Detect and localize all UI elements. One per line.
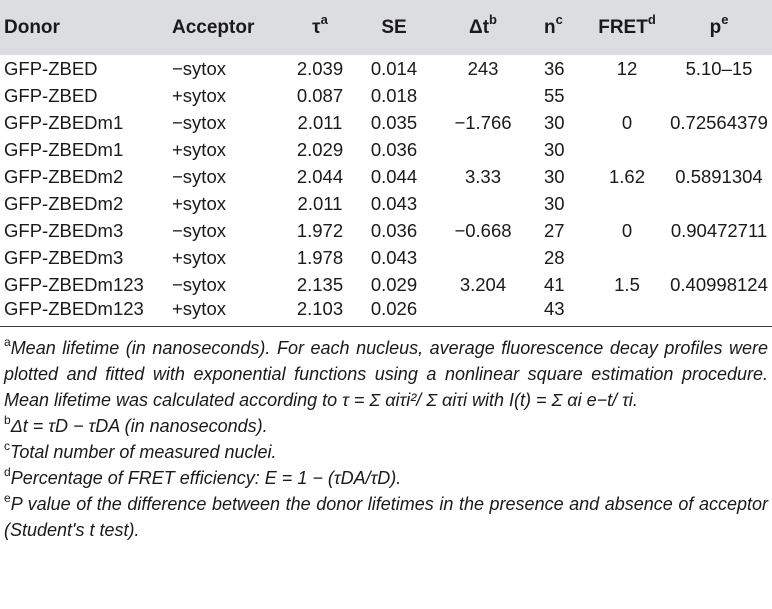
cell-delta-t: −0.668 [454, 219, 512, 241]
cell-se: 0.043 [370, 192, 418, 214]
cell-n: 30 [544, 138, 565, 160]
cell-donor: GFP-ZBEDm2 [4, 165, 124, 187]
cell-acceptor: +sytox [172, 84, 226, 106]
header-tau-label: τ [312, 16, 321, 38]
header-donor-label: Donor [4, 16, 60, 38]
cell-delta-t: 3.33 [464, 165, 501, 187]
cell-tau: 1.978 [296, 246, 344, 268]
header-se-label: SE [381, 16, 407, 38]
cell-donor: GFP-ZBED [4, 84, 98, 106]
footnote-d-text: Percentage of FRET efficiency: E = 1 − (τDA/τD). [10, 468, 402, 488]
cell-n: 55 [544, 84, 565, 106]
cell-acceptor: +sytox [172, 298, 226, 319]
footnote-c-text: Total number of measured nuclei. [10, 442, 277, 462]
cell-n: 43 [544, 298, 565, 319]
cell-tau: 2.011 [297, 192, 343, 214]
footnote-b-mark: b [4, 413, 11, 427]
cell-delta-t [428, 298, 538, 327]
header-row [0, 0, 772, 55]
cell-donor: GFP-ZBEDm1 [4, 138, 124, 160]
cell-se: 0.036 [370, 219, 418, 241]
cell-n: 36 [544, 57, 565, 79]
cell-n: 30 [544, 165, 565, 187]
cell-delta-t: 3.204 [459, 273, 507, 295]
cell-p [666, 190, 772, 217]
cell-donor: GFP-ZBED [4, 57, 98, 79]
header-p-mark: e [721, 12, 729, 28]
table-row [0, 109, 772, 136]
header-acceptor [170, 0, 280, 55]
cell-donor: GFP-ZBEDm1 [4, 111, 124, 133]
header-fret-label: FRET [598, 16, 648, 38]
cell-fret: 1.5 [614, 273, 640, 295]
cell-donor: GFP-ZBEDm3 [4, 219, 124, 241]
cell-se: 0.036 [370, 138, 418, 160]
cell-p [666, 244, 772, 271]
cell-fret [588, 244, 666, 271]
cell-acceptor: −sytox [172, 273, 226, 295]
header-n [538, 0, 588, 55]
cell-p: 0.90472711 [670, 219, 768, 241]
cell-delta-t [428, 136, 538, 163]
table-row [0, 190, 772, 217]
cell-p: 5.10–15 [685, 57, 753, 79]
table-row [0, 298, 772, 327]
cell-delta-t: −1.766 [454, 111, 512, 133]
cell-fret [588, 190, 666, 217]
header-delta-t-label: Δt [469, 16, 490, 38]
cell-se: 0.018 [370, 84, 418, 106]
footnote-a-mark: a [4, 335, 11, 349]
footnote-b [4, 413, 768, 439]
footnote-c-mark: c [4, 439, 10, 453]
header-fret-mark: d [647, 12, 656, 28]
footnote-d-mark: d [4, 465, 11, 479]
header-acceptor-label: Acceptor [172, 16, 255, 38]
cell-acceptor: −sytox [172, 165, 226, 187]
cell-p [666, 136, 772, 163]
cell-tau: 0.087 [296, 84, 344, 106]
cell-se: 0.044 [370, 165, 418, 187]
cell-se: 0.026 [370, 298, 418, 319]
footnote-d [4, 465, 768, 491]
cell-fret [588, 298, 666, 327]
cell-delta-t [428, 82, 538, 109]
table-footnotes [0, 327, 772, 543]
cell-donor: GFP-ZBEDm3 [4, 246, 124, 268]
cell-n: 30 [544, 111, 565, 133]
header-delta-t [428, 0, 538, 55]
table-row [0, 244, 772, 271]
footnote-e [4, 491, 768, 543]
cell-donor: GFP-ZBEDm123 [4, 273, 144, 295]
cell-acceptor: +sytox [172, 138, 226, 160]
footnote-a-text: Mean lifetime (in nanoseconds). For each nucleus, average fluorescence decay profiles were plotted and fitted with exponential functions using a nonlinear square estimation procedure. Mean lifetime was calculated according to [4, 338, 768, 410]
cell-tau: 2.044 [296, 165, 344, 187]
cell-fret [588, 82, 666, 109]
cell-p [666, 82, 772, 109]
footnote-e-text: P value of the difference between the donor lifetimes in the presence and absence of acceptor (Student's t test). [4, 494, 768, 540]
cell-fret: 12 [616, 57, 638, 79]
cell-n: 41 [544, 273, 565, 295]
header-n-mark: c [555, 12, 563, 28]
cell-n: 28 [544, 246, 565, 268]
header-tau-mark: a [320, 12, 328, 28]
cell-se: 0.043 [370, 246, 418, 268]
cell-tau: 2.039 [296, 57, 344, 79]
table-row [0, 55, 772, 82]
footnote-a-formula: τ = Σ αiτi²/ Σ αiτi with I(t) = Σ αi e−t/ τi. [342, 390, 638, 410]
footnote-e-mark: e [4, 491, 11, 505]
cell-se: 0.029 [370, 273, 418, 295]
cell-acceptor: +sytox [172, 192, 226, 214]
footnote-a [4, 335, 768, 413]
footnote-c [4, 439, 768, 465]
header-p-label: p [709, 16, 722, 38]
cell-tau: 1.972 [296, 219, 344, 241]
table-row [0, 136, 772, 163]
table-row [0, 271, 772, 298]
header-p [666, 0, 772, 55]
cell-se: 0.035 [370, 111, 418, 133]
cell-p [666, 298, 772, 327]
cell-fret [588, 136, 666, 163]
header-fret [588, 0, 666, 55]
header-delta-t-mark: b [489, 12, 497, 28]
cell-p: 0.40998124 [670, 273, 768, 295]
cell-acceptor: −sytox [172, 111, 226, 133]
cell-delta-t: 243 [467, 57, 499, 79]
cell-n: 30 [544, 192, 565, 214]
cell-fret: 1.62 [608, 165, 645, 187]
cell-n: 27 [544, 219, 565, 241]
cell-tau: 2.029 [296, 138, 344, 160]
header-tau [280, 0, 360, 55]
footnote-b-text: Δt = τD − τDA (in nanoseconds). [10, 416, 268, 436]
cell-acceptor: −sytox [172, 219, 226, 241]
cell-donor: GFP-ZBEDm2 [4, 192, 124, 214]
header-se [360, 0, 428, 55]
cell-tau: 2.135 [296, 273, 344, 295]
cell-tau: 2.011 [297, 111, 343, 133]
cell-fret: 0 [621, 111, 633, 133]
cell-delta-t [428, 244, 538, 271]
cell-tau: 2.103 [296, 298, 344, 319]
cell-p: 0.5891304 [675, 165, 763, 187]
cell-donor: GFP-ZBEDm123 [4, 298, 144, 319]
cell-acceptor: −sytox [172, 57, 226, 79]
header-n-label: n [544, 16, 556, 38]
table-row [0, 82, 772, 109]
header-donor [0, 0, 170, 55]
table-row [0, 163, 772, 190]
table-header [0, 0, 772, 55]
table-row [0, 217, 772, 244]
table-body [0, 55, 772, 327]
cell-se: 0.014 [370, 57, 418, 79]
cell-fret: 0 [621, 219, 633, 241]
cell-p: 0.72564379 [670, 111, 768, 133]
cell-delta-t [428, 190, 538, 217]
cell-acceptor: +sytox [172, 246, 226, 268]
